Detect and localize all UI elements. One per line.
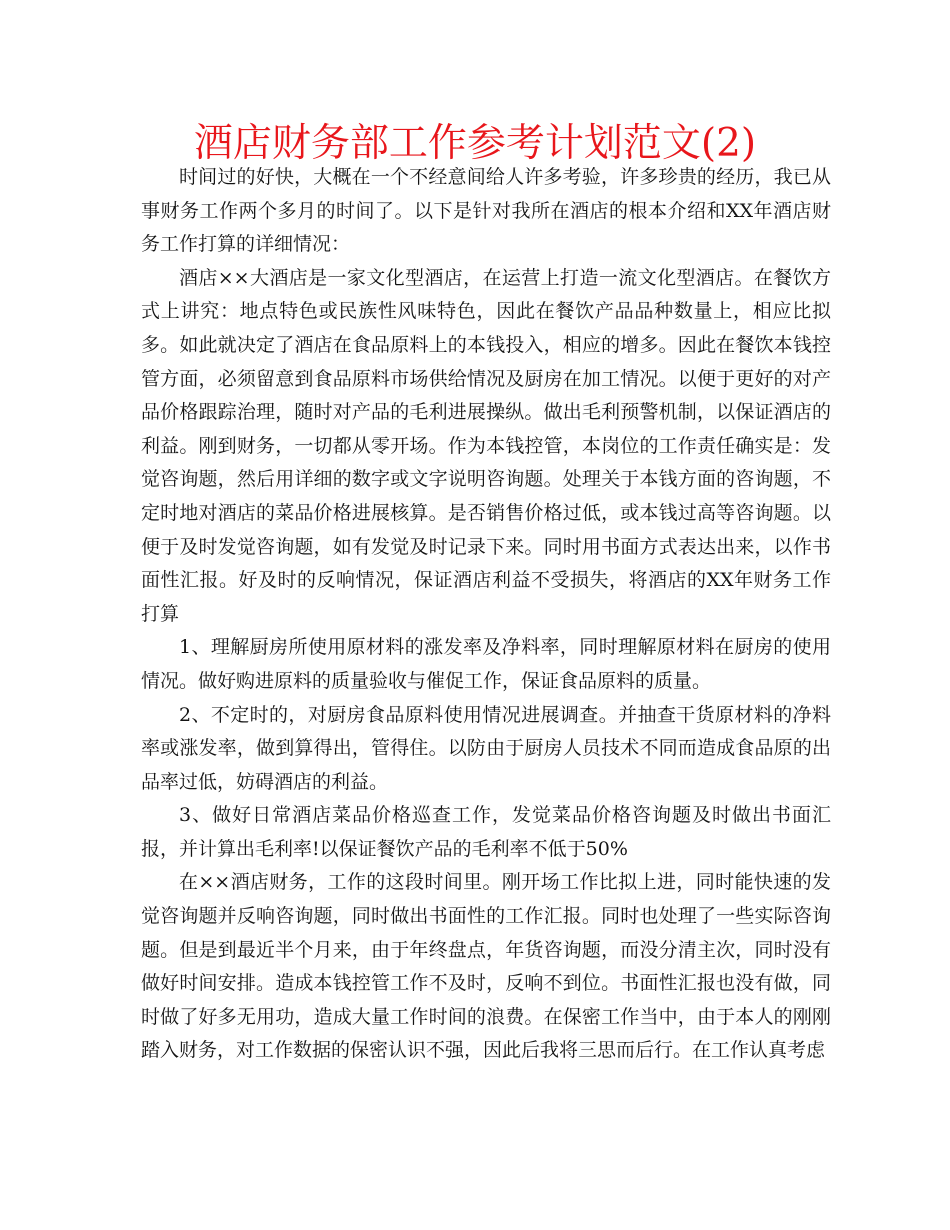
paragraph-hotel-overview: 酒店××大酒店是一家文化型酒店，在运营上打造一流文化型酒店。在餐饮方式上讲究：地点特色或民族性风味特色，因此在餐饮产品品种数量上，相应比拟多。如此就决定了酒店在食品原料上的本钱投入，相应的增多。因此在餐饮本钱控管方面，必须留意到食品原料市场供给情况及厨房在加工情况。以便于更好的对产品价格跟踪治理，随时对产品的毛利进展操纵。做出毛利预警机制，以保证酒店的利益。刚到财务，一切都从零开场。作为本钱控管，本岗位的工作责任确实是：发觉咨询题，然后用详细的数字或文字说明咨询题。处理关于本钱方面的咨询题，不定时地对酒店的菜品价格进展核算。是否销售价格过低，或本钱过高等咨询题。以便于及时发觉咨询题，如有发觉及时记录下来。同时用书面方式表达出来，以作书面性汇报。好及时的反响情况，保证酒店利益不受损失，将酒店的XX年财务工作打算: [141, 266, 831, 625]
paragraph-reflection: 在××酒店财务，工作的这段时间里。刚开场工作比拟上进，同时能快速的发觉咨询题并反响咨询题，同时做出书面性的工作汇报。同时也处理了一些实际咨询题。但是到最近半个月来，由于年终盘点，年货咨询题，而没分清主次，同时没有做好时间安排。造成本钱控管工作不及时，反响不到位。书面性汇报也没有做，同时做了好多无用功，造成大量工作时间的浪费。在保密工作当中，由于本人的刚刚踏入财务，对工作数据的保密认识不强，因此后我将三思而后行。在工作认真考虑: [141, 871, 831, 1062]
paragraph-plan-item-1: 1、理解厨房所使用原材料的涨发率及净料率，同时理解原材料在厨房的使用情况。做好购进原料的质量验收与催促工作，保证食品原料的质量。: [141, 636, 831, 692]
paragraph-plan-item-3: 3、做好日常酒店菜品价格巡查工作，发觉菜品价格咨询题及时做出书面汇报，并计算出毛利率!以保证餐饮产品的毛利率不低于50%: [141, 804, 831, 860]
document-body: [141, 161, 831, 1068]
document-title: 酒店财务部工作参考计划范文(2): [193, 121, 757, 166]
paragraph-plan-item-2: 2、不定时的，对厨房食品原料使用情况进展调查。并抽查干货原材料的净料率或涨发率，做到算得出，管得住。以防由于厨房人员技术不同而造成食品原的出品率过低，妨碍酒店的利益。: [141, 703, 831, 793]
paragraph-intro: 时间过的好快，大概在一个不经意间给人许多考验，许多珍贵的经历，我已从事财务工作两个多月的时间了。以下是针对我所在酒店的根本介绍和XX年酒店财务工作打算的详细情况：: [141, 166, 831, 256]
